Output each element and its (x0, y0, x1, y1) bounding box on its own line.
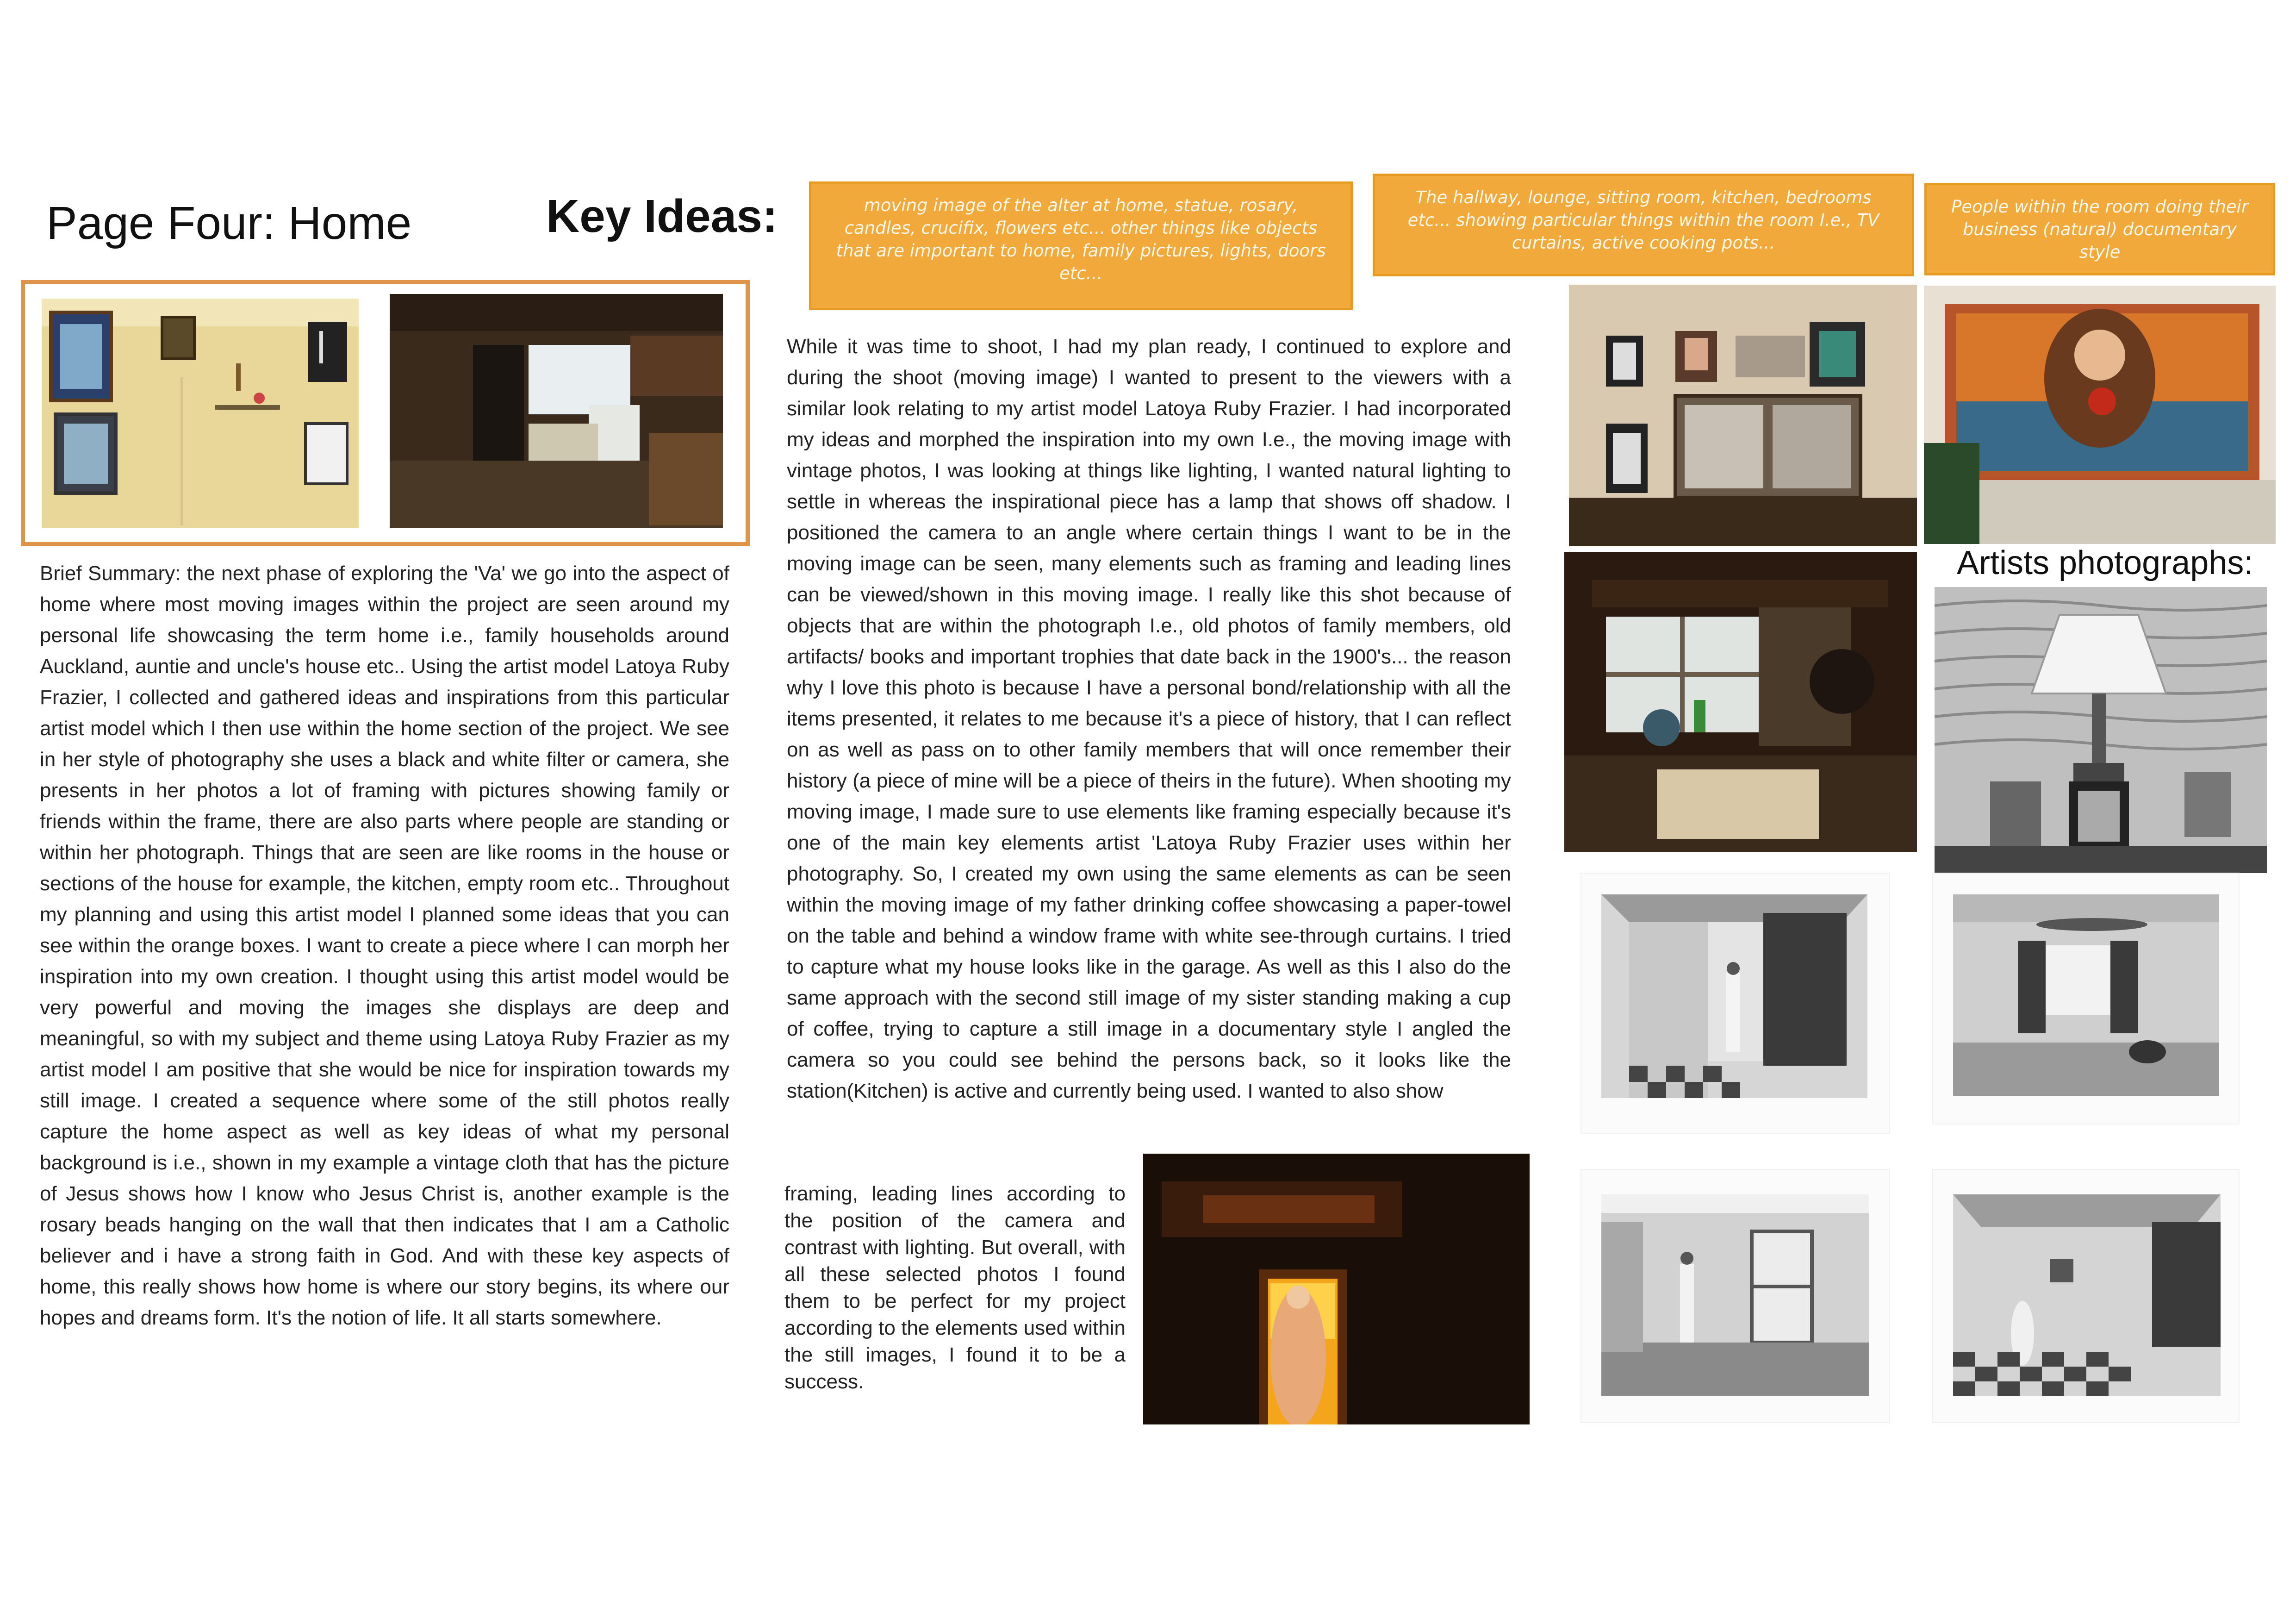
kitchen-photo (390, 294, 723, 528)
artist-hallway-figure-photo (1601, 894, 1867, 1098)
father-coffee-still-photo (1564, 552, 1917, 852)
key-idea-box-2 (1373, 174, 1914, 276)
page-title: Page Four: Home (46, 197, 412, 249)
artist-curtain-room-photo (1953, 894, 2219, 1096)
brief-summary-text: Brief Summary: the next phase of exploring the 'Va' we go into the aspect of home where most moving images within the project are seen around my personal life showcasing the term home i.e., family households around Auckland, auntie and uncle's house etc.. Using the artist model Latoya Ruby Frazier, I collected and gathered ideas and inspirations from this particular artist model which I then use within the home section of the project. We see in her style of photography she uses a black and white filter or camera, she presents in her photos a lot of framing with pictures showing family or friends within the frame, there are also parts where people are standing or within her photograph. Things that are seen are like rooms in the house or sections of the house for example, the kitchen, empty room etc.. Throughout my planning and using this artist model I planned some ideas that you can see within the orange boxes. I want to create a piece where I can morph her inspiration into my own creation. I thought using this artist model would be very powerful and moving the images she displays are deep and meaningful, so with my subject and theme using Latoya Ruby Frazier as my artist model I am positive that she would be nice for inspiration towards my still image. I created a sequence where some of the still photos really capture the home aspect as well as key ideas of what my personal background is i.e., shown in my example a vintage cloth that has the picture of Jesus shows how I know who Jesus Christ is, another example is the rosary beads hanging on the wall that then indicates that I am a Catholic believer and i have a strong faith in God. And with these key aspects of home, this really shows how home is where our story begins, its where our hopes and dreams form. It's the notion of life. It all starts somewhere. (40, 562, 729, 1329)
artists-photographs-heading: Artists photographs: (1957, 544, 2253, 581)
key-idea-box-3 (1924, 183, 2275, 275)
jesus-tapestry-photo (1924, 286, 2276, 544)
key-idea-text-2: The hallway, lounge, sitting room, kitchen, bedrooms etc... showing particular things within the room I.e., TV curtains, active cooking pots... (1407, 187, 1879, 253)
key-ideas-heading: Key Ideas: (546, 190, 778, 242)
artist-window-figure-photo (1601, 1194, 1869, 1396)
doorway-still-photo (1143, 1154, 1530, 1424)
artist-kitchen-room-photo (1953, 1194, 2221, 1396)
key-idea-text-3: People within the room doing their business (natural) documentary style (1951, 197, 2249, 262)
key-idea-text-1: moving image of the alter at home, statue, rosary, candles, crucifix, flowers etc... other things like objects that are important to home, family pictures, lights, doors etc... (836, 195, 1326, 283)
photo-display-cabinet (1569, 285, 1917, 546)
key-idea-box-1 (809, 181, 1353, 310)
shoot-description-conclusion: framing, leading lines according to the position of the camera and contrast with lighting. But overall, with all these selected photos I found them to be perfect for my project according to the elements used within the still images, I found it to be a success. (784, 1182, 1126, 1393)
shoot-description-text: While it was time to shoot, I had my plan ready, I continued to explore and during the shoot (moving image) I wanted to present to the viewers with a similar look relating to my artist model Latoya Ruby Frazier. I had incorporated my ideas and morphed the inspiration into my own I.e., the moving image with vintage photos, I was looking at things like lighting, I wanted natural lighting to settle in whereas the inspirational piece has a lamp that shows off shadow. I positioned the camera to an angle where certain things I want to be in the moving image can be seen, many elements such as framing and leading lines can be viewed/shown in this moving image. I really like this shot because of objects that are within the photograph I.e., old photos of family members, old artifacts/ books and important trophies that date back in the 1900's... the reason why I love this photo is because I have a personal bond/relationship with all the items presented, it relates to me because it's a piece of history, that I can reflect on as well as pass on to other family members that will once remember their history (a piece of mine will be a piece of theirs in the future). When shooting my moving image, I made sure to use elements like framing especially because it's one of the main key elements artist 'Latoya Ruby Frazier uses within her photography. So, I created my own using the same elements as can be seen within the moving image of my father drinking coffee showcasing a paper-towel on the table and behind a window frame with white see-through curtains. I tried to capture what my house looks like in the garage. As well as this I also do the same approach with the second still image of my sister standing making a cup of coffee, trying to capture a still image in a documentary style I angled the camera so you could see behind the persons back, so it looks like the station(Kitchen) is active and currently being used. I wanted to also show (787, 335, 1511, 1102)
artist-lamp-photo (1935, 587, 2267, 873)
altar-wall-photo (42, 299, 359, 528)
